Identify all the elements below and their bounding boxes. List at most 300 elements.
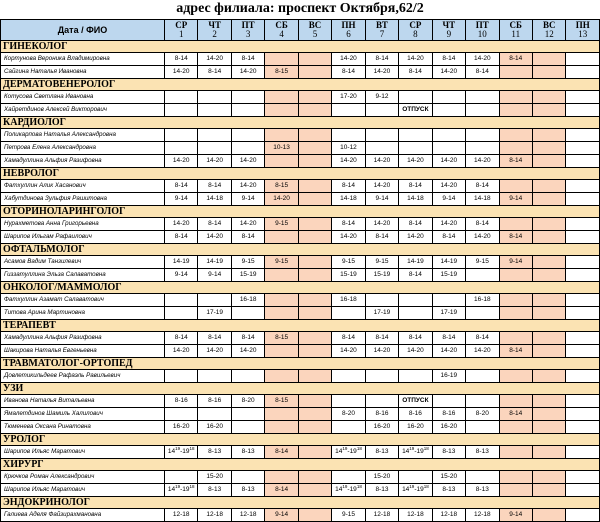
schedule-cell: 14-20 bbox=[365, 180, 398, 193]
day-of-week: ВС bbox=[308, 20, 322, 30]
specialty-name: ОФТАЛЬМОЛОГ bbox=[1, 244, 600, 256]
schedule-cell bbox=[532, 53, 565, 66]
schedule-cell bbox=[332, 395, 365, 408]
day-of-week: ЧТ bbox=[442, 20, 456, 30]
doctor-name: Шарипов Ильяс Маратович bbox=[1, 484, 165, 497]
schedule-cell bbox=[566, 345, 600, 358]
schedule-cell bbox=[298, 446, 331, 459]
schedule-cell: 12-18 bbox=[432, 509, 465, 522]
schedule-cell: 8-14 bbox=[466, 332, 499, 345]
day-header bbox=[432, 20, 465, 41]
schedule-cell bbox=[198, 142, 231, 155]
schedule-cell bbox=[466, 269, 499, 282]
schedule-cell: 8-14 bbox=[198, 332, 231, 345]
schedule-cell bbox=[332, 307, 365, 320]
schedule-cell bbox=[566, 129, 600, 142]
schedule-body bbox=[1, 41, 600, 522]
schedule-cell: 14-20 bbox=[466, 345, 499, 358]
doctor-name: Хамадуллина Альфия Разифовна bbox=[1, 332, 165, 345]
day-number: 7 bbox=[379, 29, 385, 39]
schedule-cell bbox=[532, 345, 565, 358]
schedule-cell bbox=[365, 294, 398, 307]
schedule-cell: 14-20 bbox=[399, 345, 432, 358]
schedule-cell bbox=[532, 218, 565, 231]
schedule-cell: 8-13 bbox=[365, 446, 398, 459]
schedule-cell: 12-18 bbox=[198, 509, 231, 522]
schedule-cell bbox=[466, 421, 499, 434]
doctor-row bbox=[1, 104, 600, 117]
schedule-cell bbox=[499, 180, 532, 193]
schedule-cell bbox=[231, 408, 264, 421]
schedule-cell bbox=[298, 218, 331, 231]
schedule-cell: 17-19 bbox=[432, 307, 465, 320]
schedule-cell: 9-15 bbox=[332, 256, 365, 269]
schedule-cell bbox=[198, 370, 231, 383]
schedule-cell bbox=[265, 421, 298, 434]
doctor-name: Ямалетдинов Шамиль Халилович bbox=[1, 408, 165, 421]
schedule-cell: 10-12 bbox=[332, 142, 365, 155]
schedule-cell bbox=[298, 395, 331, 408]
doctor-row bbox=[1, 509, 600, 522]
specialty-row bbox=[1, 168, 600, 180]
specialty-name: НЕВРОЛОГ bbox=[1, 168, 600, 180]
schedule-cell bbox=[532, 256, 565, 269]
schedule-cell bbox=[165, 307, 198, 320]
schedule-cell bbox=[365, 129, 398, 142]
schedule-cell bbox=[332, 104, 365, 117]
header-row bbox=[1, 20, 600, 41]
schedule-cell bbox=[532, 129, 565, 142]
day-header bbox=[499, 20, 532, 41]
day-of-week: СБ bbox=[509, 20, 522, 30]
schedule-cell: 14-20 bbox=[231, 66, 264, 79]
day-number: 8 bbox=[413, 29, 418, 39]
schedule-cell: 8-14 bbox=[399, 66, 432, 79]
schedule-cell bbox=[532, 66, 565, 79]
schedule-cell: 14-19 bbox=[432, 256, 465, 269]
specialty-row bbox=[1, 117, 600, 129]
doctor-name: Хамадуллина Альфия Разифовна bbox=[1, 155, 165, 168]
schedule-cell: 14-20 bbox=[265, 193, 298, 206]
schedule-cell bbox=[466, 104, 499, 117]
schedule-cell bbox=[198, 104, 231, 117]
schedule-cell bbox=[532, 370, 565, 383]
doctor-name: Титова Арина Мартиновна bbox=[1, 307, 165, 320]
specialty-row bbox=[1, 41, 600, 53]
doctor-row bbox=[1, 180, 600, 193]
specialty-row bbox=[1, 282, 600, 294]
schedule-cell: 16-18 bbox=[231, 294, 264, 307]
schedule-cell: 9-14 bbox=[432, 193, 465, 206]
schedule-cell: 8-14 bbox=[332, 180, 365, 193]
schedule-cell bbox=[399, 307, 432, 320]
schedule-cell bbox=[499, 307, 532, 320]
schedule-cell bbox=[566, 142, 600, 155]
schedule-cell bbox=[566, 269, 600, 282]
schedule-cell: 8-20 bbox=[466, 408, 499, 421]
day-header bbox=[198, 20, 231, 41]
day-of-week: ПТ bbox=[475, 20, 489, 30]
schedule-cell bbox=[165, 129, 198, 142]
specialty-name: ОТОРИНОЛАРИНГОЛОГ bbox=[1, 206, 600, 218]
day-of-week: СР bbox=[175, 20, 188, 30]
schedule-cell bbox=[265, 294, 298, 307]
schedule-cell bbox=[532, 421, 565, 434]
schedule-cell: 8-14 bbox=[399, 218, 432, 231]
schedule-cell: 12-18 bbox=[466, 509, 499, 522]
schedule-cell: 9-14 bbox=[198, 269, 231, 282]
schedule-cell: 9-14 bbox=[165, 269, 198, 282]
schedule-cell bbox=[566, 471, 600, 484]
schedule-cell bbox=[265, 269, 298, 282]
schedule-cell: 14-20 bbox=[231, 155, 264, 168]
schedule-cell bbox=[399, 142, 432, 155]
schedule-cell bbox=[499, 218, 532, 231]
doctor-row bbox=[1, 193, 600, 206]
doctor-name: Фатхуллин Алик Хасанович bbox=[1, 180, 165, 193]
schedule-cell bbox=[532, 307, 565, 320]
schedule-cell bbox=[566, 193, 600, 206]
schedule-cell bbox=[499, 484, 532, 497]
doctor-row bbox=[1, 91, 600, 104]
schedule-cell: 14-20 bbox=[432, 155, 465, 168]
schedule-cell: 12-18 bbox=[399, 509, 432, 522]
schedule-cell: 14-20 bbox=[332, 53, 365, 66]
doctor-row bbox=[1, 129, 600, 142]
schedule-cell: 14-20 bbox=[231, 218, 264, 231]
doctor-name: Фатхуллин Азамат Салаватович bbox=[1, 294, 165, 307]
schedule-cell: ОТПУСК bbox=[399, 395, 432, 408]
schedule-cell bbox=[532, 408, 565, 421]
schedule-cell: 8-16 bbox=[432, 408, 465, 421]
schedule-cell: 14-18 bbox=[399, 193, 432, 206]
doctor-row bbox=[1, 256, 600, 269]
schedule-cell bbox=[298, 509, 331, 522]
schedule-cell bbox=[265, 345, 298, 358]
doctor-row bbox=[1, 66, 600, 79]
doctor-row bbox=[1, 345, 600, 358]
schedule-cell: 16-20 bbox=[198, 421, 231, 434]
schedule-cell: 9-14 bbox=[165, 193, 198, 206]
schedule-cell: 9-14 bbox=[499, 509, 532, 522]
schedule-cell: 8-14 bbox=[265, 484, 298, 497]
schedule-cell: 14-20 bbox=[165, 66, 198, 79]
schedule-cell bbox=[332, 370, 365, 383]
schedule-cell bbox=[265, 408, 298, 421]
doctor-row bbox=[1, 421, 600, 434]
schedule-cell: 16-20 bbox=[399, 421, 432, 434]
doctor-row bbox=[1, 269, 600, 282]
specialty-row bbox=[1, 434, 600, 446]
schedule-cell bbox=[298, 370, 331, 383]
schedule-cell: 15-20 bbox=[365, 471, 398, 484]
schedule-table bbox=[0, 19, 600, 522]
schedule-cell bbox=[532, 231, 565, 244]
doctor-name: Иванова Наталья Витальевна bbox=[1, 395, 165, 408]
schedule-cell bbox=[231, 471, 264, 484]
schedule-cell: 14-20 bbox=[365, 66, 398, 79]
schedule-cell bbox=[499, 446, 532, 459]
schedule-cell bbox=[298, 345, 331, 358]
schedule-cell: 14-20 bbox=[432, 218, 465, 231]
schedule-cell bbox=[231, 421, 264, 434]
schedule-cell bbox=[198, 294, 231, 307]
schedule-cell bbox=[566, 509, 600, 522]
specialty-row bbox=[1, 383, 600, 395]
schedule-cell: 15-20 bbox=[198, 471, 231, 484]
schedule-cell bbox=[399, 471, 432, 484]
schedule-cell: 8-16 bbox=[165, 395, 198, 408]
schedule-cell: 8-16 bbox=[365, 408, 398, 421]
schedule-cell bbox=[532, 395, 565, 408]
schedule-cell bbox=[365, 370, 398, 383]
schedule-cell: 9-14 bbox=[365, 193, 398, 206]
schedule-cell bbox=[566, 408, 600, 421]
schedule-cell bbox=[265, 91, 298, 104]
schedule-cell bbox=[466, 142, 499, 155]
schedule-cell: 8-20 bbox=[231, 395, 264, 408]
schedule-cell: 8-20 bbox=[332, 408, 365, 421]
schedule-cell bbox=[231, 370, 264, 383]
specialty-name: УРОЛОГ bbox=[1, 434, 600, 446]
doctor-row bbox=[1, 332, 600, 345]
schedule-cell: 15-19 bbox=[365, 269, 398, 282]
schedule-cell bbox=[399, 294, 432, 307]
day-header bbox=[532, 20, 565, 41]
schedule-cell bbox=[566, 370, 600, 383]
schedule-cell: 14-20 bbox=[365, 218, 398, 231]
specialty-name: ХИРУРГ bbox=[1, 459, 600, 471]
day-of-week: ВС bbox=[542, 20, 556, 30]
day-header bbox=[265, 20, 298, 41]
day-number: 10 bbox=[477, 29, 487, 39]
schedule-cell bbox=[499, 294, 532, 307]
schedule-cell bbox=[231, 91, 264, 104]
schedule-cell bbox=[298, 129, 331, 142]
schedule-cell bbox=[265, 129, 298, 142]
schedule-cell: 14-20 bbox=[231, 345, 264, 358]
schedule-cell: 14-20 bbox=[399, 53, 432, 66]
schedule-cell bbox=[432, 104, 465, 117]
doctor-row bbox=[1, 142, 600, 155]
specialty-row bbox=[1, 244, 600, 256]
schedule-cell: 14-18 bbox=[332, 193, 365, 206]
schedule-cell: 9-15 bbox=[365, 256, 398, 269]
schedule-cell bbox=[298, 269, 331, 282]
schedule-cell: 8-14 bbox=[365, 53, 398, 66]
schedule-cell: 14-18 bbox=[466, 193, 499, 206]
schedule-cell bbox=[265, 307, 298, 320]
schedule-cell bbox=[332, 421, 365, 434]
schedule-cell: 8-13 bbox=[466, 484, 499, 497]
schedule-cell bbox=[332, 471, 365, 484]
day-of-week: ПН bbox=[341, 20, 356, 30]
day-header bbox=[365, 20, 398, 41]
schedule-cell: 14-20 bbox=[365, 345, 398, 358]
day-of-week: СР bbox=[409, 20, 422, 30]
doctor-name: Асамов Вадим Танзилевич bbox=[1, 256, 165, 269]
schedule-cell bbox=[298, 91, 331, 104]
schedule-cell bbox=[165, 142, 198, 155]
schedule-cell: 9-14 bbox=[499, 256, 532, 269]
schedule-cell bbox=[265, 104, 298, 117]
schedule-cell: 8-15 bbox=[265, 66, 298, 79]
schedule-cell: 8-14 bbox=[499, 408, 532, 421]
schedule-cell: 14-20 bbox=[165, 155, 198, 168]
schedule-cell: 14-20 bbox=[466, 155, 499, 168]
schedule-cell: 14-19 bbox=[198, 256, 231, 269]
schedule-cell bbox=[566, 332, 600, 345]
schedule-cell: 12-18 bbox=[165, 509, 198, 522]
specialty-name: ТЕРАПЕВТ bbox=[1, 320, 600, 332]
schedule-cell bbox=[165, 408, 198, 421]
doctor-name: Гиззатуллина Эльза Салаватовна bbox=[1, 269, 165, 282]
day-of-week: ПН bbox=[575, 20, 590, 30]
specialty-name: ЭНДОКРИНОЛОГ bbox=[1, 497, 600, 509]
schedule-cell bbox=[499, 370, 532, 383]
schedule-cell: 12-18 bbox=[365, 509, 398, 522]
doctor-name: Кортунова Вероника Владимировна bbox=[1, 53, 165, 66]
day-header bbox=[231, 20, 264, 41]
schedule-cell: 8-13 bbox=[365, 484, 398, 497]
day-header bbox=[298, 20, 331, 41]
schedule-cell: 8-14 bbox=[165, 332, 198, 345]
schedule-cell bbox=[499, 421, 532, 434]
schedule-cell bbox=[365, 104, 398, 117]
doctor-row bbox=[1, 370, 600, 383]
schedule-cell: 8-14 bbox=[231, 332, 264, 345]
schedule-cell bbox=[532, 484, 565, 497]
schedule-cell: $14^{19}-19^{18}$ bbox=[332, 446, 365, 459]
schedule-cell: 14-20 bbox=[198, 53, 231, 66]
day-number: 5 bbox=[312, 29, 318, 39]
doctor-name: Шакирова Наталья Евгеньевна bbox=[1, 345, 165, 358]
schedule-cell: 15-19 bbox=[332, 269, 365, 282]
schedule-cell: 14-20 bbox=[432, 66, 465, 79]
schedule-cell: 14-20 bbox=[231, 180, 264, 193]
schedule-cell bbox=[298, 294, 331, 307]
schedule-cell bbox=[231, 142, 264, 155]
schedule-cell bbox=[466, 307, 499, 320]
schedule-cell: 8-14 bbox=[332, 66, 365, 79]
schedule-cell: 9-14 bbox=[499, 193, 532, 206]
schedule-cell bbox=[566, 446, 600, 459]
schedule-cell: 16-18 bbox=[466, 294, 499, 307]
doctor-row bbox=[1, 471, 600, 484]
schedule-cell: 10-13 bbox=[265, 142, 298, 155]
day-of-week: ЧТ bbox=[208, 20, 221, 30]
schedule-cell bbox=[532, 91, 565, 104]
schedule-cell: 8-15 bbox=[265, 180, 298, 193]
schedule-cell bbox=[298, 142, 331, 155]
doctor-row bbox=[1, 218, 600, 231]
schedule-cell bbox=[265, 370, 298, 383]
specialty-row bbox=[1, 497, 600, 509]
schedule-cell: $14^{19}-19^{18}$ bbox=[399, 484, 432, 497]
schedule-cell: 15-19 bbox=[432, 269, 465, 282]
schedule-cell: 14-20 bbox=[198, 345, 231, 358]
schedule-cell: 16-18 bbox=[332, 294, 365, 307]
doctor-name: Нурахметова Анна Григорьевна bbox=[1, 218, 165, 231]
specialty-name: КАРДИОЛОГ bbox=[1, 117, 600, 129]
schedule-cell bbox=[432, 142, 465, 155]
schedule-cell: 14-20 bbox=[332, 155, 365, 168]
doctor-name: Котусова Светлана Ивановна bbox=[1, 91, 165, 104]
page-title: адрес филиала: проспект Октября,62/2 bbox=[176, 1, 424, 16]
schedule-cell: 8-14 bbox=[165, 53, 198, 66]
schedule-cell: 8-13 bbox=[198, 484, 231, 497]
schedule-cell bbox=[466, 471, 499, 484]
day-header bbox=[165, 20, 198, 41]
doctor-name: Петрова Елена Александровна bbox=[1, 142, 165, 155]
schedule-cell: 14-20 bbox=[198, 155, 231, 168]
schedule-cell: 9-14 bbox=[265, 509, 298, 522]
schedule-cell bbox=[532, 509, 565, 522]
schedule-cell: 8-14 bbox=[265, 446, 298, 459]
day-number: 11 bbox=[511, 29, 521, 39]
schedule-cell bbox=[298, 471, 331, 484]
schedule-cell bbox=[566, 421, 600, 434]
schedule-cell bbox=[466, 91, 499, 104]
specialty-name: ГИНЕКОЛОГ bbox=[1, 41, 600, 53]
schedule-cell: 8-13 bbox=[198, 446, 231, 459]
day-number: 12 bbox=[544, 29, 554, 39]
schedule-cell bbox=[265, 471, 298, 484]
schedule-cell: 14-20 bbox=[165, 345, 198, 358]
day-header bbox=[566, 20, 600, 41]
schedule-cell bbox=[165, 370, 198, 383]
schedule-cell bbox=[532, 294, 565, 307]
day-number: 13 bbox=[578, 29, 588, 39]
schedule-cell bbox=[198, 408, 231, 421]
schedule-cell bbox=[566, 155, 600, 168]
schedule-cell bbox=[566, 180, 600, 193]
schedule-cell: 8-14 bbox=[332, 218, 365, 231]
schedule-cell: 9-12 bbox=[365, 91, 398, 104]
schedule-cell: 15-20 bbox=[432, 471, 465, 484]
schedule-cell bbox=[499, 269, 532, 282]
schedule-cell bbox=[231, 307, 264, 320]
schedule-cell: 8-13 bbox=[432, 484, 465, 497]
schedule-cell bbox=[499, 129, 532, 142]
specialty-row bbox=[1, 206, 600, 218]
doctor-name: Галиева Аделя Файзирахмановна bbox=[1, 509, 165, 522]
schedule-cell bbox=[298, 484, 331, 497]
doctor-name: Крючков Роман Александрович bbox=[1, 471, 165, 484]
schedule-cell bbox=[399, 129, 432, 142]
schedule-cell bbox=[532, 193, 565, 206]
schedule-cell: 8-14 bbox=[332, 332, 365, 345]
schedule-cell bbox=[265, 53, 298, 66]
schedule-cell: $14^{19}-19^{18}$ bbox=[332, 484, 365, 497]
schedule-cell bbox=[566, 91, 600, 104]
schedule-cell: 8-14 bbox=[231, 53, 264, 66]
specialty-name: ОНКОЛОГ/МАММОЛОГ bbox=[1, 282, 600, 294]
day-number: 2 bbox=[212, 29, 217, 39]
day-of-week: ПТ bbox=[241, 20, 255, 30]
schedule-cell: 8-16 bbox=[399, 408, 432, 421]
schedule-cell bbox=[298, 104, 331, 117]
doctor-name: Тюменева Оксана Ринатовна bbox=[1, 421, 165, 434]
day-of-week: СБ bbox=[275, 20, 288, 30]
schedule-cell: 16-20 bbox=[165, 421, 198, 434]
schedule-cell bbox=[532, 332, 565, 345]
schedule-cell: 9-15 bbox=[231, 256, 264, 269]
schedule-cell: 16-20 bbox=[432, 421, 465, 434]
schedule-cell: 8-15 bbox=[265, 332, 298, 345]
schedule-cell: 14-20 bbox=[399, 231, 432, 244]
specialty-row bbox=[1, 79, 600, 91]
